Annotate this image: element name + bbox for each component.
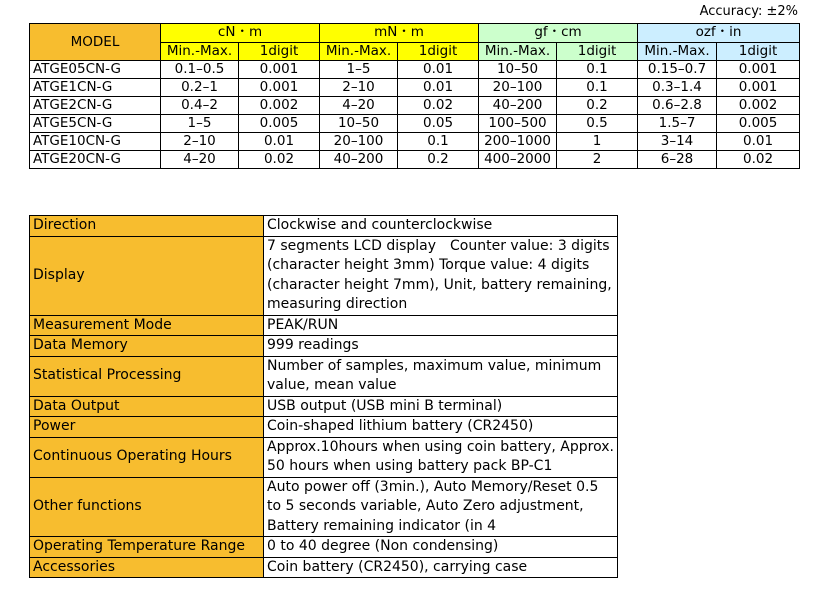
spec-row (30, 417, 618, 438)
table-cell: 0.001 (717, 61, 800, 79)
table-cell: 2 (557, 151, 638, 169)
table-row (30, 115, 800, 133)
table-cell: 20–100 (320, 133, 398, 151)
spec-row (30, 356, 618, 396)
table-cell: 0.01 (717, 133, 800, 151)
range-header: Min.-Max. (479, 42, 557, 61)
model-header: MODEL (30, 24, 161, 61)
spec-value-data-output: USB output (USB mini B terminal) (264, 396, 618, 417)
accuracy-note: Accuracy: ±2% (699, 4, 798, 19)
spec-value-accessories: Coin battery (CR2450), carrying case (264, 557, 618, 578)
table-row (30, 97, 800, 115)
table-cell: 6–28 (638, 151, 717, 169)
table-cell: 4–20 (161, 151, 239, 169)
table-cell: 0.001 (717, 79, 800, 97)
table-cell: 2–10 (320, 79, 398, 97)
spec-value-power: Coin-shaped lithium battery (CR2450) (264, 417, 618, 438)
table-cell: 0.4–2 (161, 97, 239, 115)
digit-header: 1digit (717, 42, 800, 61)
table-cell: 0.002 (239, 97, 320, 115)
spec-row (30, 336, 618, 357)
table-cell: 0.01 (398, 79, 479, 97)
spec-label-direction: Direction (30, 216, 264, 237)
spec-row (30, 557, 618, 578)
table-cell: 0.1 (557, 61, 638, 79)
range-header: Min.-Max. (320, 42, 398, 61)
table-cell: 1–5 (161, 115, 239, 133)
range-header: Min.-Max. (161, 42, 239, 61)
table-cell: 1–5 (320, 61, 398, 79)
table-cell: 0.01 (239, 133, 320, 151)
table-cell: 4–20 (320, 97, 398, 115)
table-cell: 0.15–0.7 (638, 61, 717, 79)
table-cell: 0.2–1 (161, 79, 239, 97)
spec-value-other-functions: Auto power off (3min.), Auto Memory/Reset 0.5 to 5 seconds variable, Auto Zero adjustment, Battery remaining indicator (in 4 (264, 477, 618, 537)
unit-header-mnm: mN・m (320, 24, 479, 43)
table-cell: 0.6–2.8 (638, 97, 717, 115)
spec-label-accessories: Accessories (30, 557, 264, 578)
spec-value-display: 7 segments LCD display Counter value: 3 digits (character height 3mm) Torque value: 4 digits (character height 7mm), Unit, battery remaining, measuring direction (264, 236, 618, 315)
table-cell: 0.02 (398, 97, 479, 115)
spec-row (30, 537, 618, 558)
table-cell: 0.02 (717, 151, 800, 169)
spec-label-data-memory: Data Memory (30, 336, 264, 357)
spec-value-continuous-operating-hours: Approx.10hours when using coin battery, Approx. 50 hours when using battery pack BP-C1 (264, 437, 618, 477)
unit-header-cnm: cN・m (161, 24, 320, 43)
table-cell: 0.3–1.4 (638, 79, 717, 97)
spec-value-operating-temperature-range: 0 to 40 degree (Non condensing) (264, 537, 618, 558)
spec-value-data-memory: 999 readings (264, 336, 618, 357)
unit-header-ozfin: ozf・in (638, 24, 800, 43)
spec-label-measurement-mode: Measurement Mode (30, 315, 264, 336)
table-row (30, 61, 800, 79)
table-cell: 40–200 (320, 151, 398, 169)
spec-label-display: Display (30, 236, 264, 315)
digit-header: 1digit (557, 42, 638, 61)
table-cell: 40–200 (479, 97, 557, 115)
spec-table (29, 215, 618, 578)
range-header: Min.-Max. (638, 42, 717, 61)
model-name: ATGE20CN-G (30, 151, 161, 169)
model-name: ATGE1CN-G (30, 79, 161, 97)
digit-header: 1digit (398, 42, 479, 61)
table-cell: 400–2000 (479, 151, 557, 169)
table-cell: 0.002 (717, 97, 800, 115)
spec-label-continuous-operating-hours: Continuous Operating Hours (30, 437, 264, 477)
table-cell: 0.2 (398, 151, 479, 169)
table-cell: 0.001 (239, 79, 320, 97)
spec-value-statistical-processing: Number of samples, maximum value, minimum value, mean value (264, 356, 618, 396)
spec-label-statistical-processing: Statistical Processing (30, 356, 264, 396)
spec-label-power: Power (30, 417, 264, 438)
model-name: ATGE5CN-G (30, 115, 161, 133)
spec-value-direction: Clockwise and counterclockwise (264, 216, 618, 237)
model-name: ATGE05CN-G (30, 61, 161, 79)
table-cell: 20–100 (479, 79, 557, 97)
spec-row (30, 236, 618, 315)
spec-value-measurement-mode: PEAK/RUN (264, 315, 618, 336)
unit-header-gfcm: gf・cm (479, 24, 638, 43)
spec-row (30, 477, 618, 537)
table-cell: 100–500 (479, 115, 557, 133)
table-cell: 2–10 (161, 133, 239, 151)
table-cell: 0.02 (239, 151, 320, 169)
table-row (30, 151, 800, 169)
model-name: ATGE2CN-G (30, 97, 161, 115)
unit-header-row (30, 24, 800, 43)
table-cell: 200–1000 (479, 133, 557, 151)
table-cell: 0.005 (717, 115, 800, 133)
table-cell: 0.1 (557, 79, 638, 97)
spec-row (30, 437, 618, 477)
table-row (30, 133, 800, 151)
table-cell: 0.2 (557, 97, 638, 115)
table-cell: 10–50 (320, 115, 398, 133)
table-row (30, 79, 800, 97)
model-range-table (29, 23, 800, 169)
table-cell: 0.01 (398, 61, 479, 79)
table-cell: 1.5–7 (638, 115, 717, 133)
table-cell: 0.5 (557, 115, 638, 133)
model-name: ATGE10CN-G (30, 133, 161, 151)
spec-label-other-functions: Other functions (30, 477, 264, 537)
table-cell: 0.1 (398, 133, 479, 151)
spec-row (30, 396, 618, 417)
spec-row (30, 315, 618, 336)
table-cell: 3–14 (638, 133, 717, 151)
spec-label-operating-temperature-range: Operating Temperature Range (30, 537, 264, 558)
spec-label-data-output: Data Output (30, 396, 264, 417)
table-cell: 1 (557, 133, 638, 151)
table-cell: 0.05 (398, 115, 479, 133)
table-cell: 0.005 (239, 115, 320, 133)
spec-row (30, 216, 618, 237)
table-cell: 0.001 (239, 61, 320, 79)
table-cell: 0.1–0.5 (161, 61, 239, 79)
digit-header: 1digit (239, 42, 320, 61)
table-cell: 10–50 (479, 61, 557, 79)
